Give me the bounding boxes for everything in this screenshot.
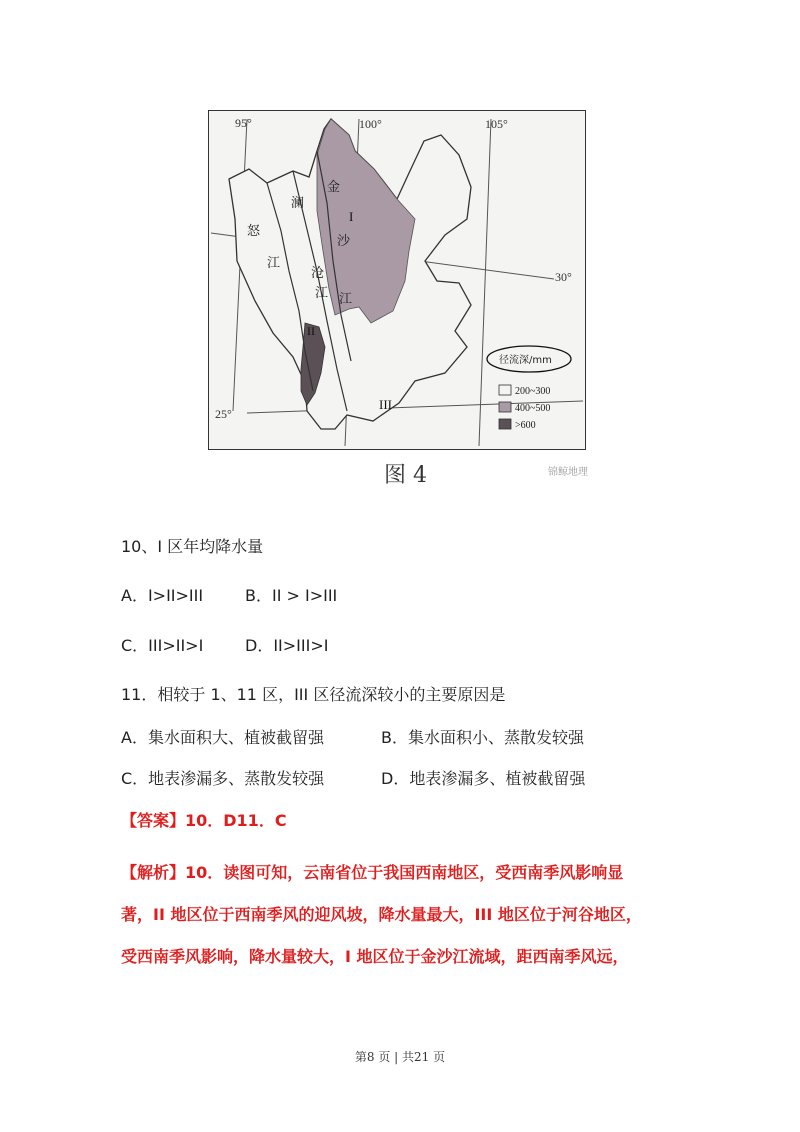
legend-swatch-high — [499, 419, 511, 429]
watermark-text: 锦鲸地理 — [548, 467, 588, 478]
question-10-option-d: D．II>III>I — [245, 636, 329, 655]
analysis-line-3: 受西南季风影响，降水量较大，I 地区位于金沙江流域，距西南季风远， — [121, 947, 629, 966]
question-11-option-c: C．地表渗漏多、蒸散发较强 — [121, 769, 325, 788]
river-label-jiang-1: 江 — [315, 286, 329, 301]
region-I — [317, 119, 415, 323]
river-label-jiang-3: 江 — [339, 292, 353, 307]
region-label-I: I — [349, 209, 354, 224]
meridian-105 — [479, 119, 491, 446]
answer-line: 【答案】10．D11．C — [121, 811, 287, 830]
runoff-map — [209, 111, 584, 448]
legend-swatch-mid — [499, 402, 511, 412]
legend-swatch-low — [499, 385, 511, 395]
question-11-stem: 11．相较于 1、11 区，III 区径流深较小的主要原因是 — [121, 685, 506, 704]
figure-caption: 图 4 — [384, 463, 427, 488]
question-10-stem: 10、I 区年均降水量 — [121, 537, 264, 556]
legend-title: 径流深/mm — [499, 355, 552, 366]
question-11-option-b: B．集水面积小、蒸散发较强 — [381, 728, 584, 747]
lon-label-100: 100° — [359, 117, 382, 131]
river-label-cang: 沧 — [311, 266, 325, 281]
legend-label-mid: 400~500 — [515, 403, 551, 414]
river-label-jiang-2: 江 — [267, 256, 281, 271]
question-10-option-a: A．I>II>III — [121, 586, 204, 605]
legend-label-high: >600 — [515, 420, 536, 431]
analysis-line-2: 著，II 地区位于西南季风的迎风坡，降水量最大，III 地区位于河谷地区， — [121, 905, 642, 924]
lon-label-105: 105° — [485, 117, 508, 131]
lon-label-95: 95° — [235, 116, 252, 130]
lat-label-25: 25° — [215, 407, 232, 421]
river-label-nu: 怒 — [247, 224, 261, 239]
analysis-line-1: 【解析】10．读图可知，云南省位于我国西南地区，受西南季风影响显 — [121, 863, 624, 882]
river-label-sha: 沙 — [337, 234, 351, 249]
lat-label-30: 30° — [555, 270, 572, 284]
question-10-option-b: B．II > I>III — [245, 586, 338, 605]
question-10-option-c: C．III>II>I — [121, 636, 204, 655]
river-label-lan: 澜 — [291, 196, 305, 211]
region-label-II: II — [307, 324, 315, 338]
map-figure — [208, 110, 586, 450]
question-11-option-a: A．集水面积大、植被截留强 — [121, 728, 324, 747]
question-11-option-d: D．地表渗漏多、植被截留强 — [381, 769, 586, 788]
region-label-III: III — [379, 397, 392, 412]
legend — [487, 346, 571, 431]
page-footer: 第8 页 | 共21 页 — [354, 1050, 446, 1064]
river-label-jin: 金 — [327, 180, 341, 195]
legend-label-low: 200~300 — [515, 386, 551, 397]
